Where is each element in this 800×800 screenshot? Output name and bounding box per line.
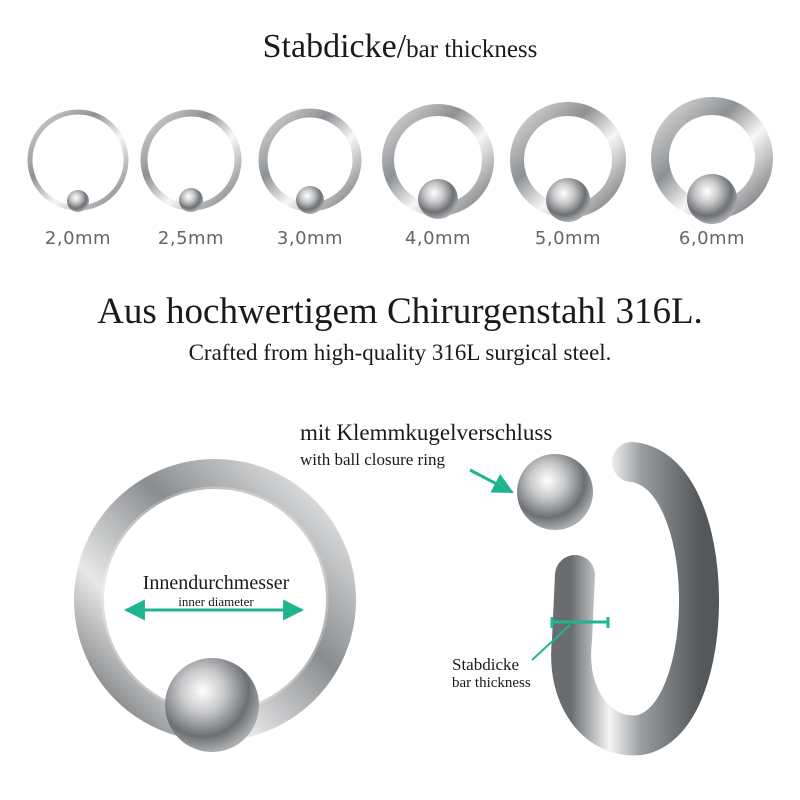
title-sub: bar thickness: [406, 36, 538, 63]
ring-6-0mm: [660, 106, 764, 224]
diameter-label-de: Innendurchmesser: [142, 572, 290, 594]
thickness-label-de: Stabdicke: [452, 655, 520, 674]
size-label-4: 5,0mm: [534, 228, 602, 249]
thickness-label-en: bar thickness: [452, 675, 531, 691]
ring-4-0mm: [388, 110, 488, 219]
title-main: Stabdicke/: [262, 28, 407, 65]
size-label-5: 6,0mm: [678, 228, 746, 249]
headline: Aus hochwertigem Chirurgenstahl 316L.: [97, 291, 703, 332]
diameter-label-en: inner diameter: [178, 594, 254, 609]
size-label-1: 2,5mm: [157, 228, 225, 249]
closure-label-de: mit Klemmkugelverschluss: [300, 420, 553, 445]
ring-2-0mm: [30, 112, 126, 212]
open-ring-illustration: [517, 454, 699, 735]
ring-3-0mm: [263, 113, 357, 214]
ring-5-0mm: [517, 109, 619, 222]
large-ring-illustration: [89, 474, 341, 752]
size-label-0: 2,0mm: [44, 228, 112, 249]
subheadline: Crafted from high-quality 316L surgical steel.: [188, 340, 612, 365]
ring-2-5mm: [144, 113, 238, 212]
large-ring-ball: [165, 658, 259, 752]
closure-ball: [517, 454, 593, 530]
page-title: [0, 28, 800, 66]
size-label-3: 4,0mm: [404, 228, 472, 249]
size-label-2: 3,0mm: [276, 228, 344, 249]
closure-arrow: [470, 470, 512, 492]
closure-label-en: with ball closure ring: [300, 450, 445, 469]
